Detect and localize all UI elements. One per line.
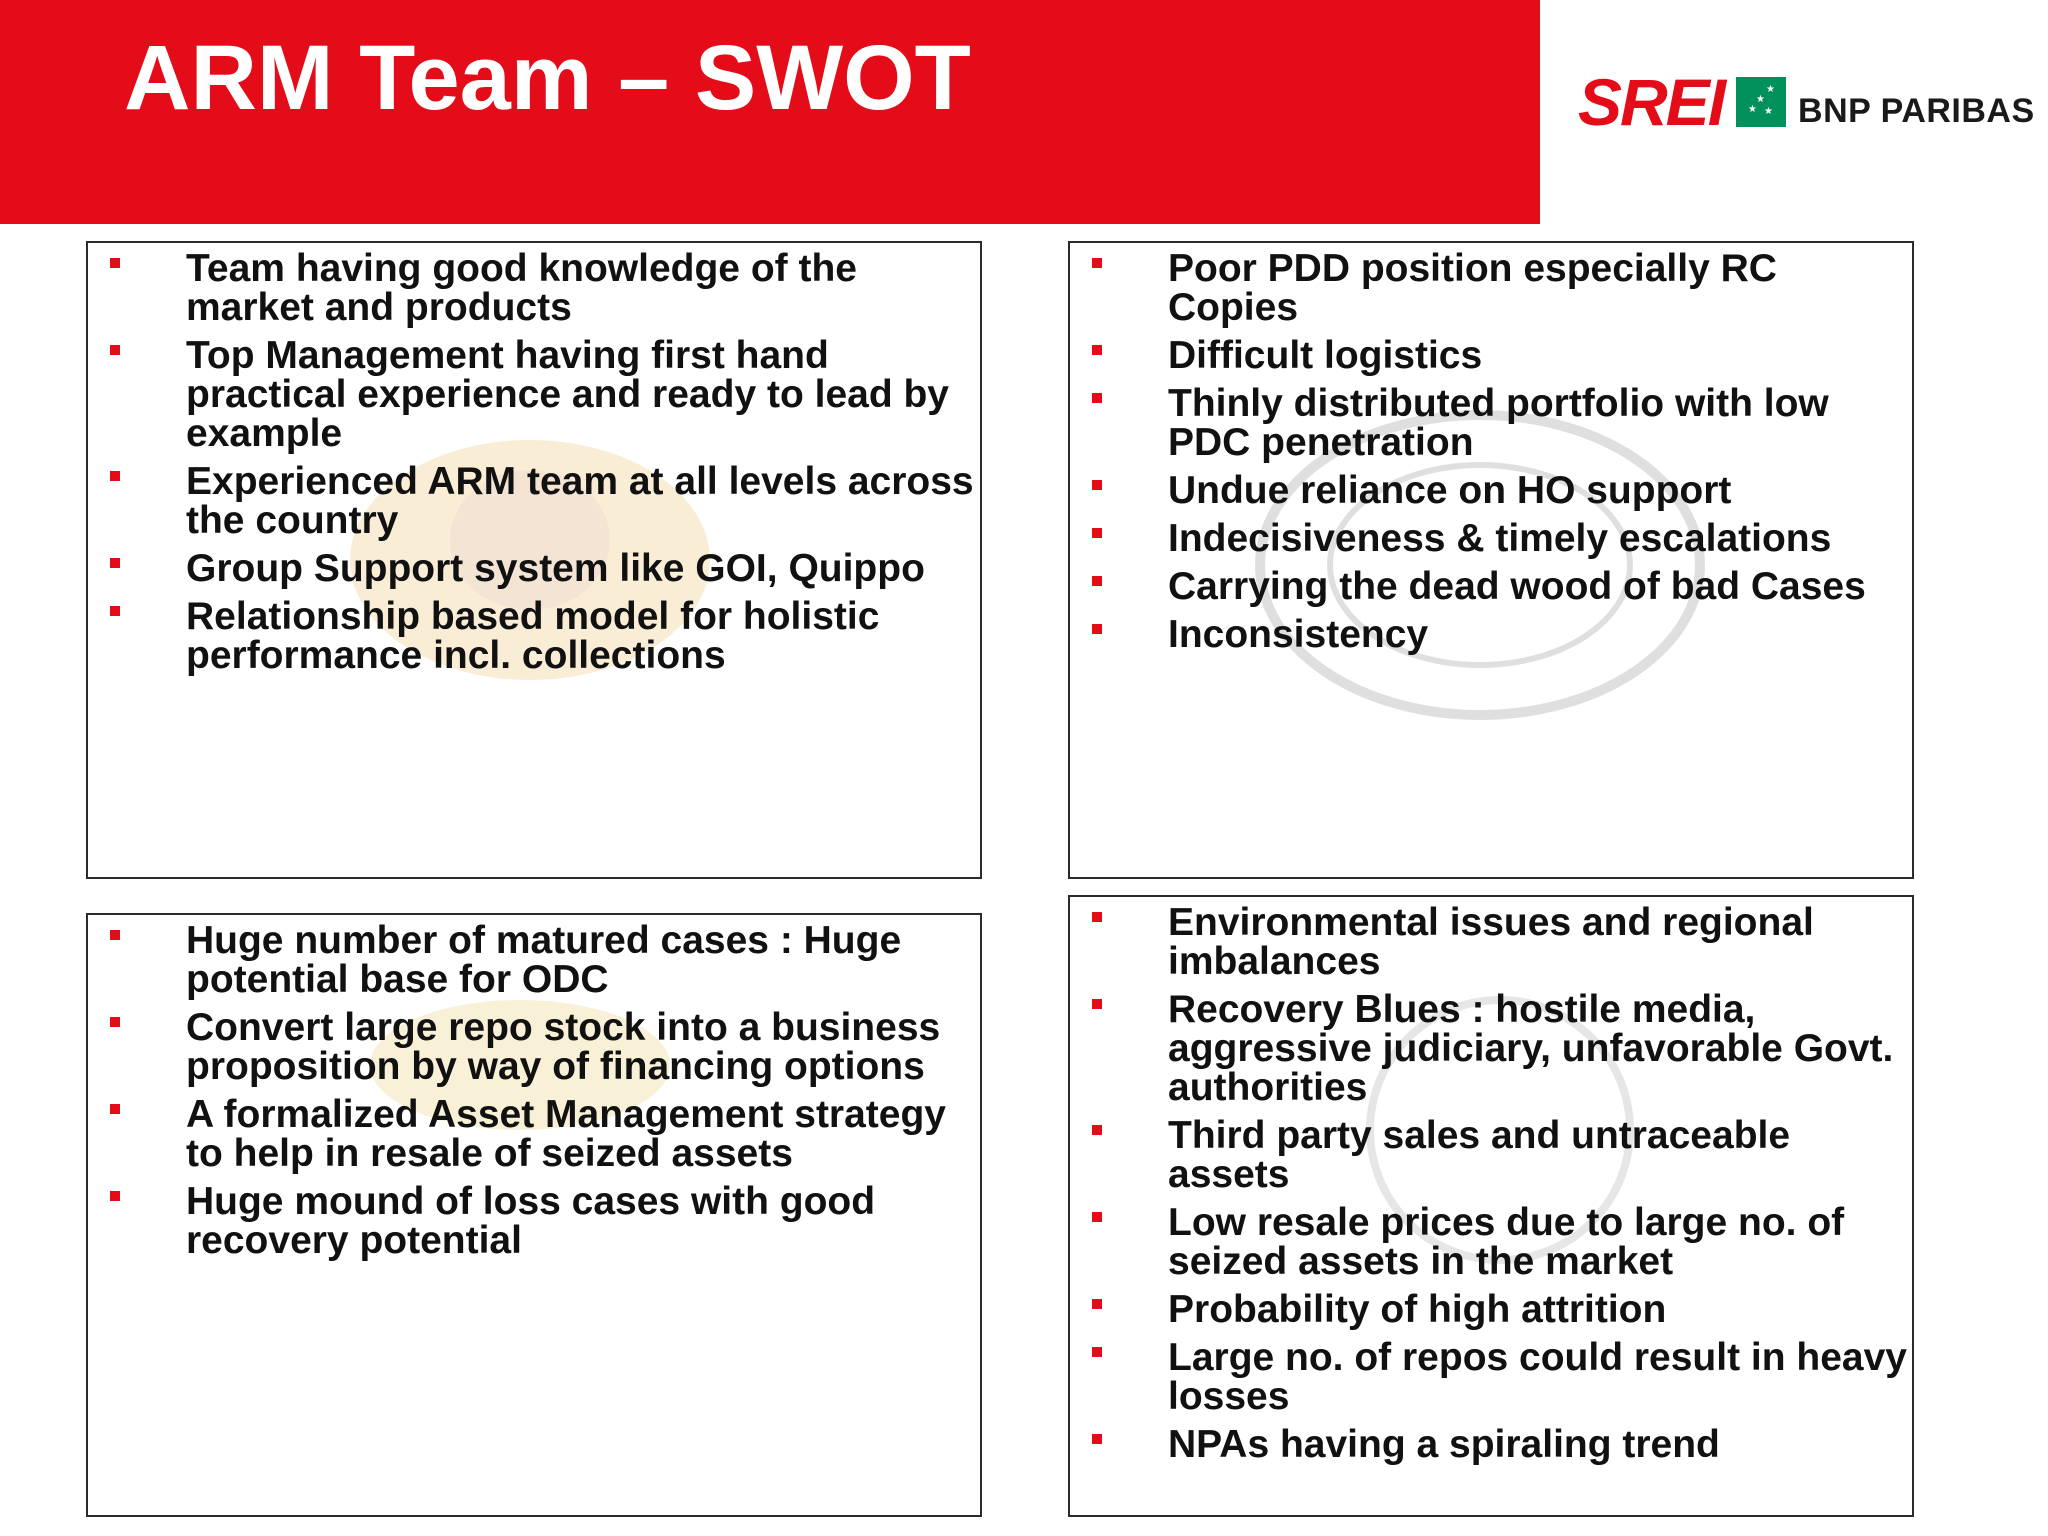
list-item-text: Experienced ARM team at all levels across the country [186, 460, 974, 542]
opportunities-box [86, 913, 982, 1517]
list-item-text: Convert large repo stock into a business proposition by way of financing options [186, 1006, 941, 1088]
bullet-square-icon [1092, 576, 1102, 586]
list-item-text: Large no. of repos could result in heavy losses [1168, 1336, 1907, 1418]
list-item [1070, 1203, 1912, 1281]
bullet-square-icon [1092, 912, 1102, 922]
bullet-square-icon [1092, 393, 1102, 403]
list-item [1070, 615, 1912, 654]
list-item-text: Recovery Blues : hostile media, aggressive judiciary, unfavorable Govt. authorities [1168, 988, 1894, 1109]
list-item [88, 336, 980, 453]
list-item-text: Huge mound of loss cases with good recovery potential [186, 1180, 876, 1262]
bullet-square-icon [1092, 345, 1102, 355]
list-item-text: Relationship based model for holistic performance incl. collections [186, 595, 880, 677]
list-item-text: Low resale prices due to large no. of seized assets in the market [1168, 1201, 1845, 1283]
bullet-square-icon [1092, 1125, 1102, 1135]
list-item [88, 1095, 980, 1173]
bullet-square-icon [1092, 1434, 1102, 1444]
list-item-text: Inconsistency [1168, 613, 1429, 656]
logo-srei-text: SREI [1578, 65, 1725, 139]
list-item [1070, 384, 1912, 462]
list-item-text: Thinly distributed portfolio with low PDC penetration [1168, 382, 1829, 464]
list-item [88, 549, 980, 588]
list-item-text: Top Management having first hand practical experience and ready to lead by example [186, 334, 949, 455]
bullet-square-icon [110, 1191, 120, 1201]
list-item-text: Third party sales and untraceable assets [1168, 1114, 1791, 1196]
list-item [1070, 249, 1912, 327]
list-item [1070, 903, 1912, 981]
list-item [1070, 1425, 1912, 1464]
logo-bnp-text: BNP PARIBAS [1798, 91, 2035, 130]
strengths-list [88, 249, 980, 675]
bullet-square-icon [1092, 1299, 1102, 1309]
list-item-text: Team having good knowledge of the market and products [186, 247, 857, 329]
bullet-square-icon [1092, 1347, 1102, 1357]
list-item-text: NPAs having a spiraling trend [1168, 1423, 1720, 1466]
slide-title: ARM Team – SWOT [124, 27, 971, 129]
weaknesses-box [1068, 241, 1914, 879]
list-item-text: Environmental issues and regional imbalances [1168, 901, 1814, 983]
threats-list [1070, 903, 1912, 1464]
list-item [1070, 336, 1912, 375]
list-item-text: Difficult logistics [1168, 334, 1483, 377]
bullet-square-icon [110, 258, 120, 268]
list-item [88, 1182, 980, 1260]
list-item [88, 1008, 980, 1086]
list-item [1070, 1290, 1912, 1329]
bullet-square-icon [110, 471, 120, 481]
list-item-text: Group Support system like GOI, Quippo [186, 547, 925, 590]
bullet-square-icon [110, 558, 120, 568]
threats-box [1068, 895, 1914, 1517]
bullet-square-icon [1092, 480, 1102, 490]
bullet-square-icon [110, 1017, 120, 1027]
list-item [88, 249, 980, 327]
bullet-square-icon [1092, 258, 1102, 268]
list-item [1070, 1338, 1912, 1416]
list-item [1070, 567, 1912, 606]
bullet-square-icon [110, 930, 120, 940]
weaknesses-list [1070, 249, 1912, 654]
list-item [1070, 1116, 1912, 1194]
bullet-square-icon [1092, 624, 1102, 634]
bullet-square-icon [1092, 999, 1102, 1009]
list-item-text: Huge number of matured cases : Huge potential base for ODC [186, 919, 902, 1001]
bullet-square-icon [1092, 528, 1102, 538]
list-item [88, 921, 980, 999]
list-item [88, 597, 980, 675]
list-item-text: A formalized Asset Management strategy to help in resale of seized assets [186, 1093, 946, 1175]
list-item [1070, 471, 1912, 510]
list-item-text: Probability of high attrition [1168, 1288, 1667, 1331]
bullet-square-icon [110, 606, 120, 616]
list-item-text: Undue reliance on HO support [1168, 469, 1732, 512]
list-item-text: Carrying the dead wood of bad Cases [1168, 565, 1866, 608]
list-item-text: Indecisiveness & timely escalations [1168, 517, 1832, 560]
opportunities-list [88, 921, 980, 1260]
list-item [1070, 519, 1912, 558]
srei-bnp-paribas-logo [1578, 65, 2035, 139]
list-item [88, 462, 980, 540]
bullet-square-icon [110, 1104, 120, 1114]
bullet-square-icon [1092, 1212, 1102, 1222]
strengths-box [86, 241, 982, 879]
list-item [1070, 990, 1912, 1107]
list-item-text: Poor PDD position especially RC Copies [1168, 247, 1777, 329]
bnp-stars-icon: ★ ★ ★ ★ [1736, 77, 1786, 127]
bullet-square-icon [110, 345, 120, 355]
